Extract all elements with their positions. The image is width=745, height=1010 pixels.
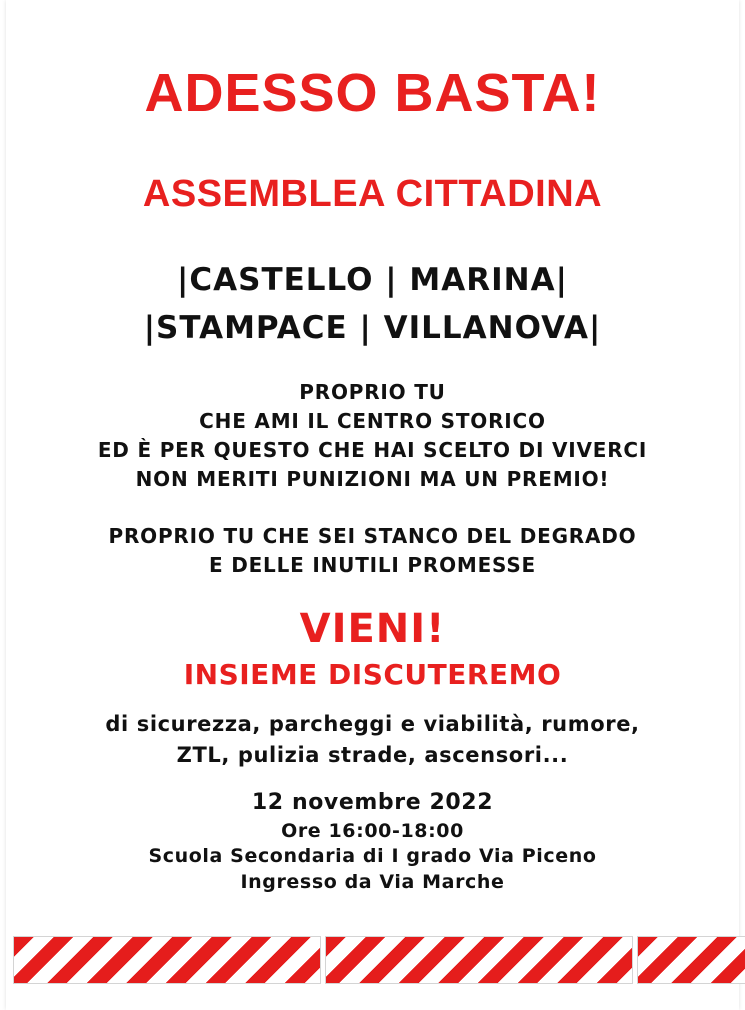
warning-tape [14, 937, 320, 983]
message-line: PROPRIO TU CHE SEI STANCO DEL DEGRADO [108, 524, 637, 548]
district-line-1: |CASTELLO | MARINA| [177, 262, 568, 298]
poster-subtitle: ASSEMBLEA CITTADINA [142, 173, 603, 215]
message-line: CHE AMI IL CENTRO STORICO [199, 409, 546, 433]
together-heading: INSIEME DISCUTEREMO [183, 658, 562, 691]
message-line: ED È PER QUESTO CHE HAI SCELTO DI VIVERCI [97, 438, 648, 462]
event-venue: Scuola Secondaria di I grado Via Piceno [148, 845, 597, 867]
topics-line: ZTL, pulizia strade, ascensori... [176, 743, 569, 767]
topics-line: di sicurezza, parcheggi e viabilità, rumore, [105, 712, 640, 736]
message-line: E DELLE INUTILI PROMESSE [208, 553, 537, 577]
warning-tape [638, 937, 745, 983]
event-time: Ore 16:00-18:00 [281, 820, 464, 842]
event-entrance: Ingresso da Via Marche [240, 871, 505, 893]
message-line: NON MERITI PUNIZIONI MA UN PREMIO! [135, 467, 610, 491]
warning-tape [326, 937, 632, 983]
call-to-action: VIENI! [299, 606, 446, 652]
message-line: PROPRIO TU [299, 380, 446, 404]
event-date: 12 novembre 2022 [251, 790, 494, 815]
district-line-2: |STAMPACE | VILLANOVA| [143, 310, 602, 346]
poster-title: ADESSO BASTA! [144, 63, 601, 123]
